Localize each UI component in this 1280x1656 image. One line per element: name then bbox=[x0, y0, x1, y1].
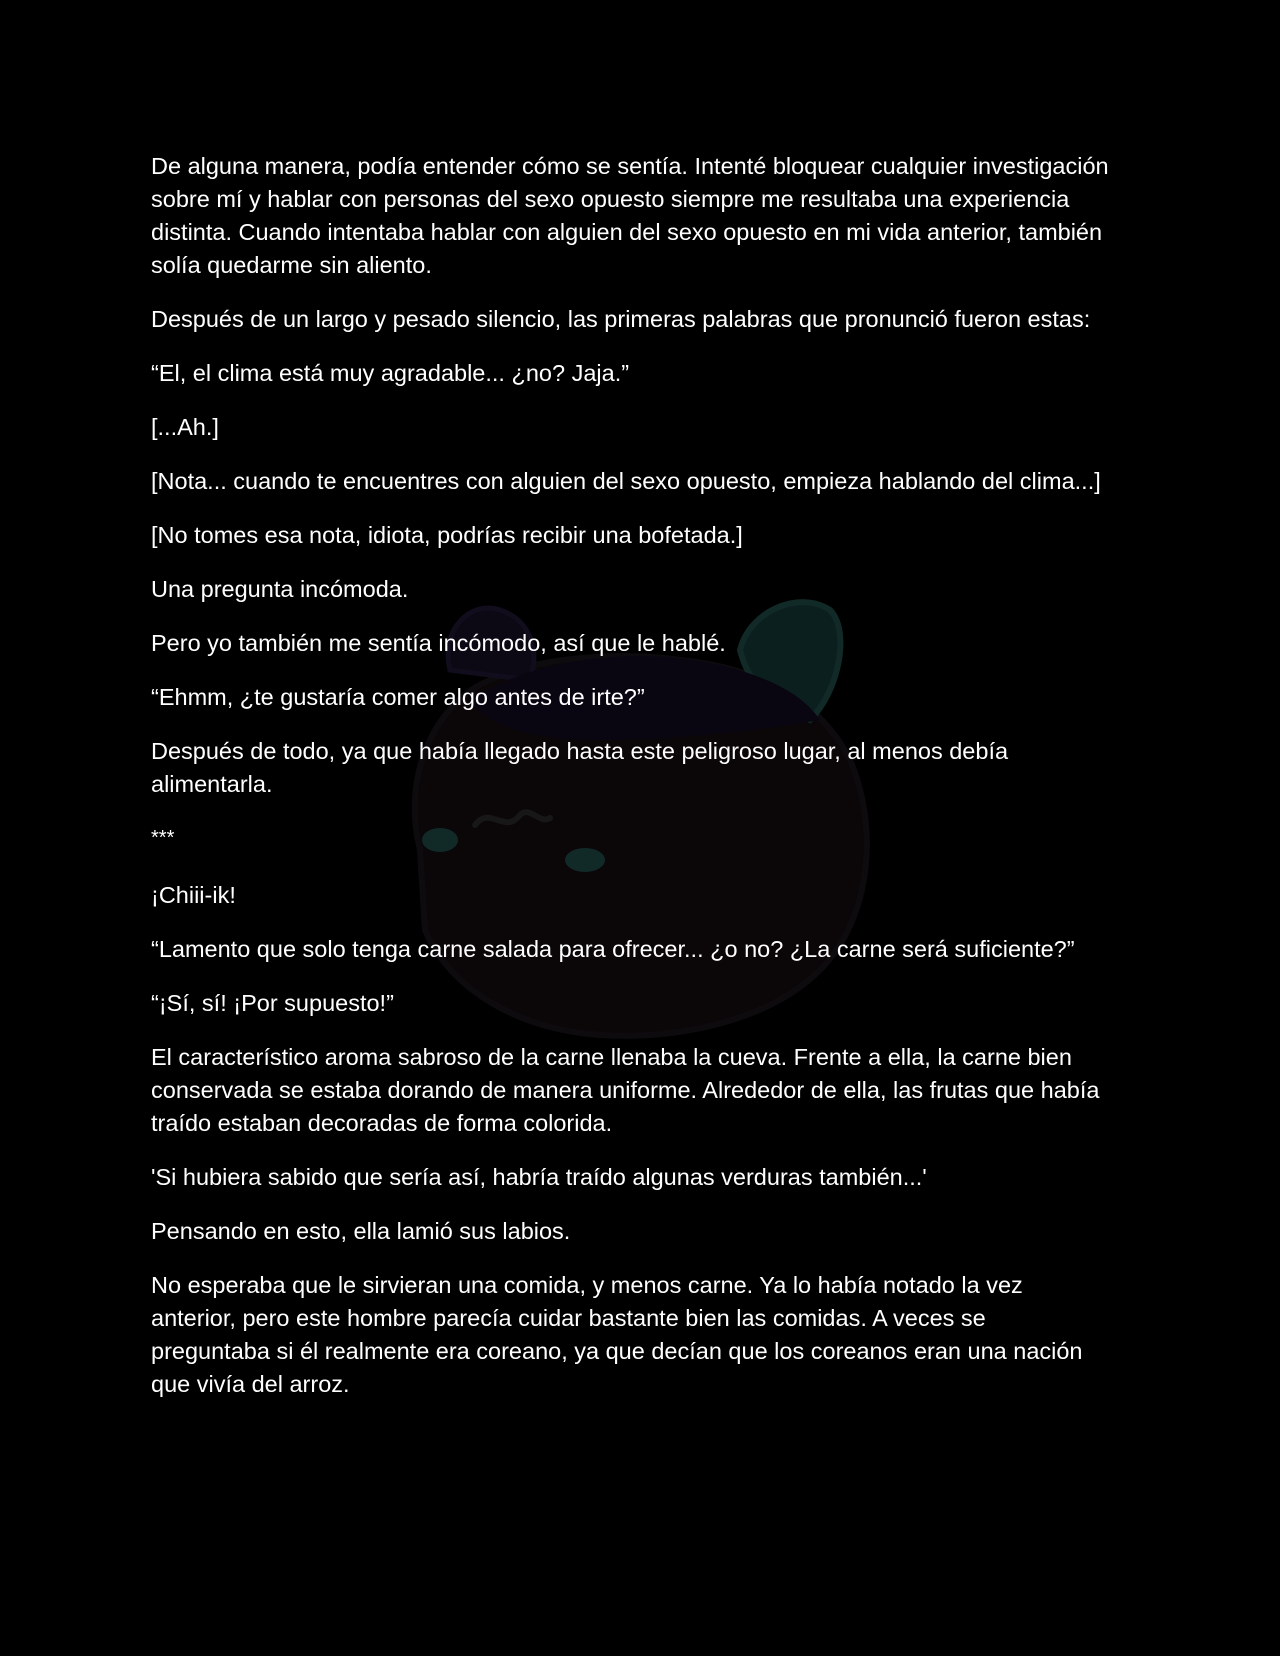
paragraph: No esperaba que le sirvieran una comida, y menos carne. Ya lo había notado la vez anterior, pero este hombre parecía cuidar bastante bien las comidas. A veces se preguntaba si él realmente era coreano, ya que decían que los coreanos eran una nación que vivía del arroz. bbox=[151, 1272, 1083, 1397]
paragraph: Después de todo, ya que había llegado hasta este peligroso lugar, al menos debía alimentarla. bbox=[151, 738, 1009, 797]
paragraph: Pensando en esto, ella lamió sus labios. bbox=[151, 1218, 571, 1244]
document-body bbox=[151, 150, 1111, 1422]
paragraph: Pero yo también me sentía incómodo, así que le hablé. bbox=[151, 630, 726, 656]
paragraph: 'Si hubiera sabido que sería así, habría traído algunas verduras también...' bbox=[151, 1164, 927, 1190]
paragraph: “Ehmm, ¿te gustaría comer algo antes de irte?” bbox=[151, 684, 645, 710]
paragraph: “Lamento que solo tenga carne salada para ofrecer... ¿o no? ¿La carne será suficiente?” bbox=[151, 936, 1075, 962]
paragraph: “¡Sí, sí! ¡Por supuesto!” bbox=[151, 990, 394, 1016]
paragraph: De alguna manera, podía entender cómo se sentía. Intenté bloquear cualquier investigación sobre mí y hablar con personas del sexo opuesto siempre me resultaba una experiencia distinta. Cuando intentaba hablar con alguien del sexo opuesto en mi vida anterior, también solía quedarme sin aliento. bbox=[151, 153, 1109, 278]
paragraph: [Nota... cuando te encuentres con alguien del sexo opuesto, empieza hablando del clima...] bbox=[151, 468, 1101, 494]
paragraph: El característico aroma sabroso de la carne llenaba la cueva. Frente a ella, la carne bien conservada se estaba dorando de manera uniforme. Alrededor de ella, las frutas que había traído estaban decoradas de forma colorida. bbox=[151, 1044, 1100, 1136]
paragraph: “El, el clima está muy agradable... ¿no? Jaja.” bbox=[151, 360, 630, 386]
paragraph: Después de un largo y pesado silencio, las primeras palabras que pronunció fueron estas: bbox=[151, 306, 1091, 332]
paragraph: ¡Chiii-ik! bbox=[151, 882, 236, 908]
paragraph: Una pregunta incómoda. bbox=[151, 576, 409, 602]
scene-separator: *** bbox=[151, 827, 175, 849]
paragraph: [...Ah.] bbox=[151, 414, 219, 440]
paragraph: [No tomes esa nota, idiota, podrías recibir una bofetada.] bbox=[151, 522, 743, 548]
